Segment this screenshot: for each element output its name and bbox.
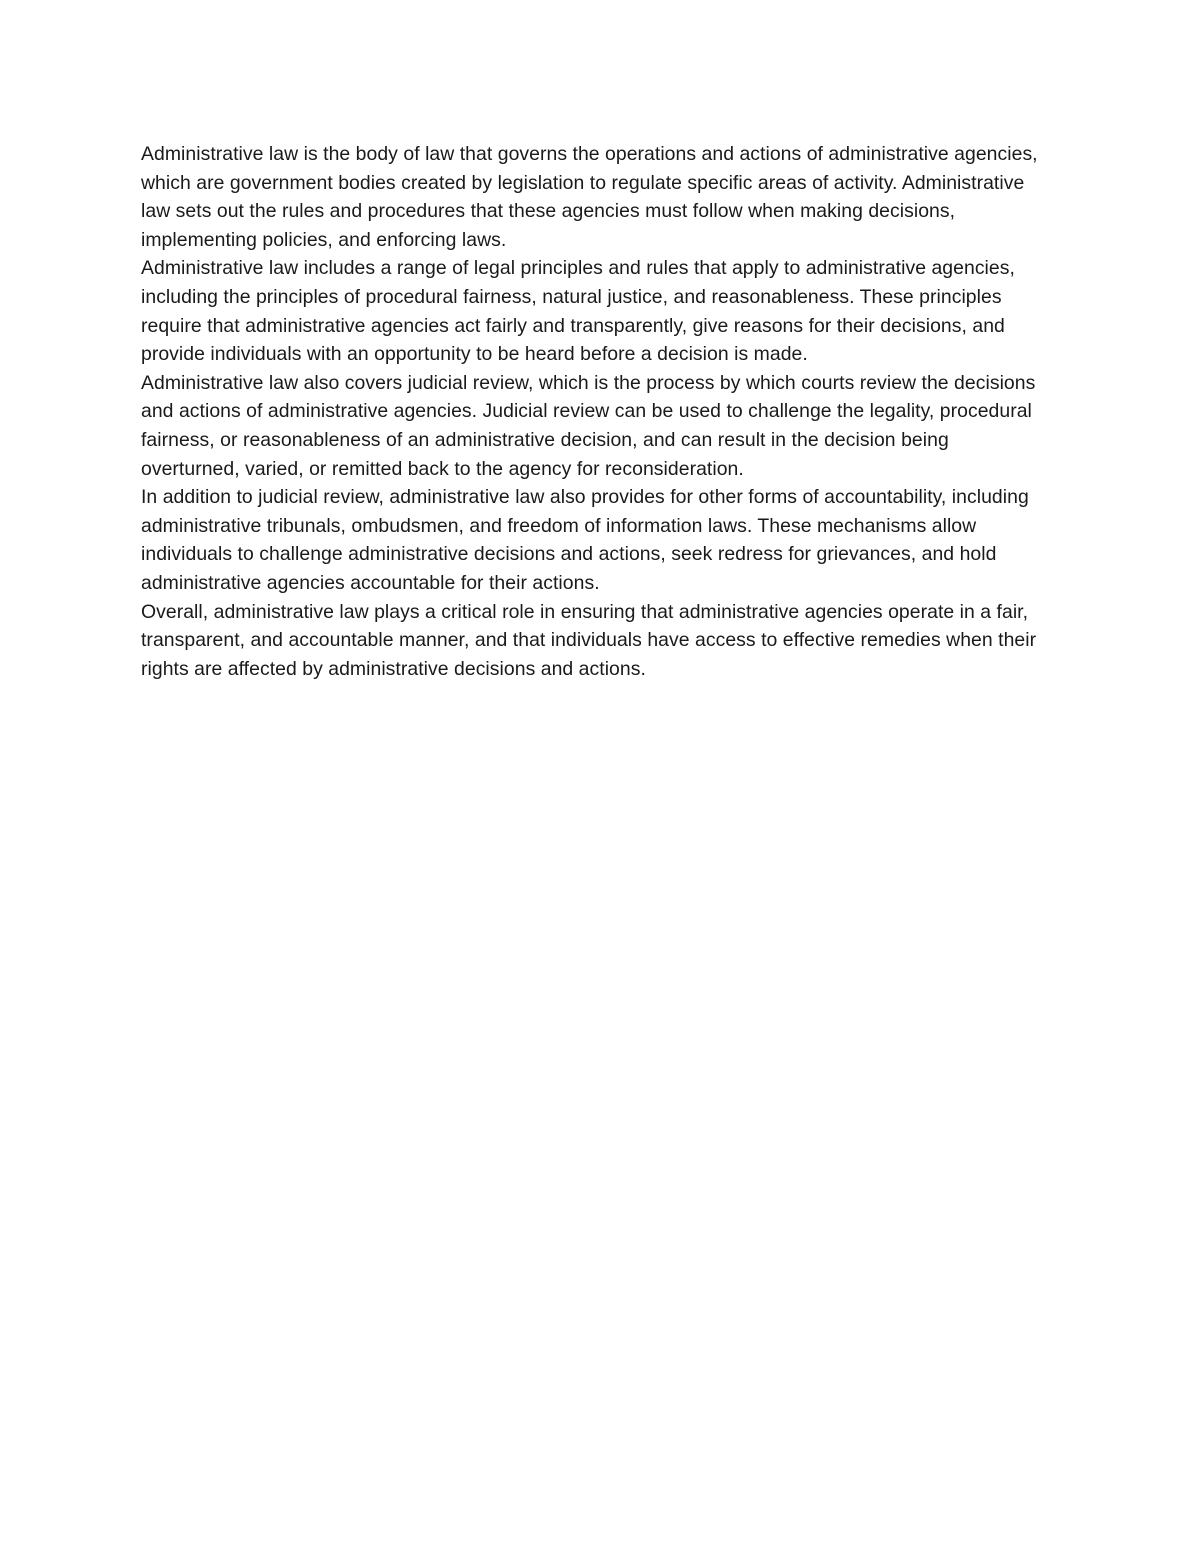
paragraph-judicial-review: Administrative law also covers judicial review, which is the process by which courts review the decisions and actions of administrative agencies. Judicial review can be used to challenge the legality, procedural fairness, or reasonableness of an administrative decision, and can result in the decision being overturned, varied, or remitted back to the agency for reconsideration. [141, 371, 1036, 480]
paragraph-accountability: In addition to judicial review, administrative law also provides for other forms of accountability, including administrative tribunals, ombudsmen, and freedom of information laws. These mechanisms allow individuals to challenge administrative decisions and actions, seek redress for grievances, and hold administrative agencies accountable for their actions. [141, 486, 1029, 594]
paragraph-definition: Administrative law is the body of law that governs the operations and actions of administrative agencies, which are government bodies created by legislation to regulate specific areas of activity. Administrative law sets out the rules and procedures that these agencies must follow when making decisions, implementing policies, and enforcing laws. [141, 143, 1038, 251]
paragraph-principles: Administrative law includes a range of legal principles and rules that apply to administrative agencies, including the principles of procedural fairness, natural justice, and reasonableness. These principles require that administrative agencies act fairly and transparently, give reasons for their decisions, and provide individuals with an opportunity to be heard before a decision is made. [141, 257, 1015, 366]
document-body [141, 140, 1051, 683]
paragraph-conclusion: Overall, administrative law plays a critical role in ensuring that administrative agencies operate in a fair, transparent, and accountable manner, and that individuals have access to effective remedies when their rights are affected by administrative decisions and actions. [141, 600, 1037, 680]
